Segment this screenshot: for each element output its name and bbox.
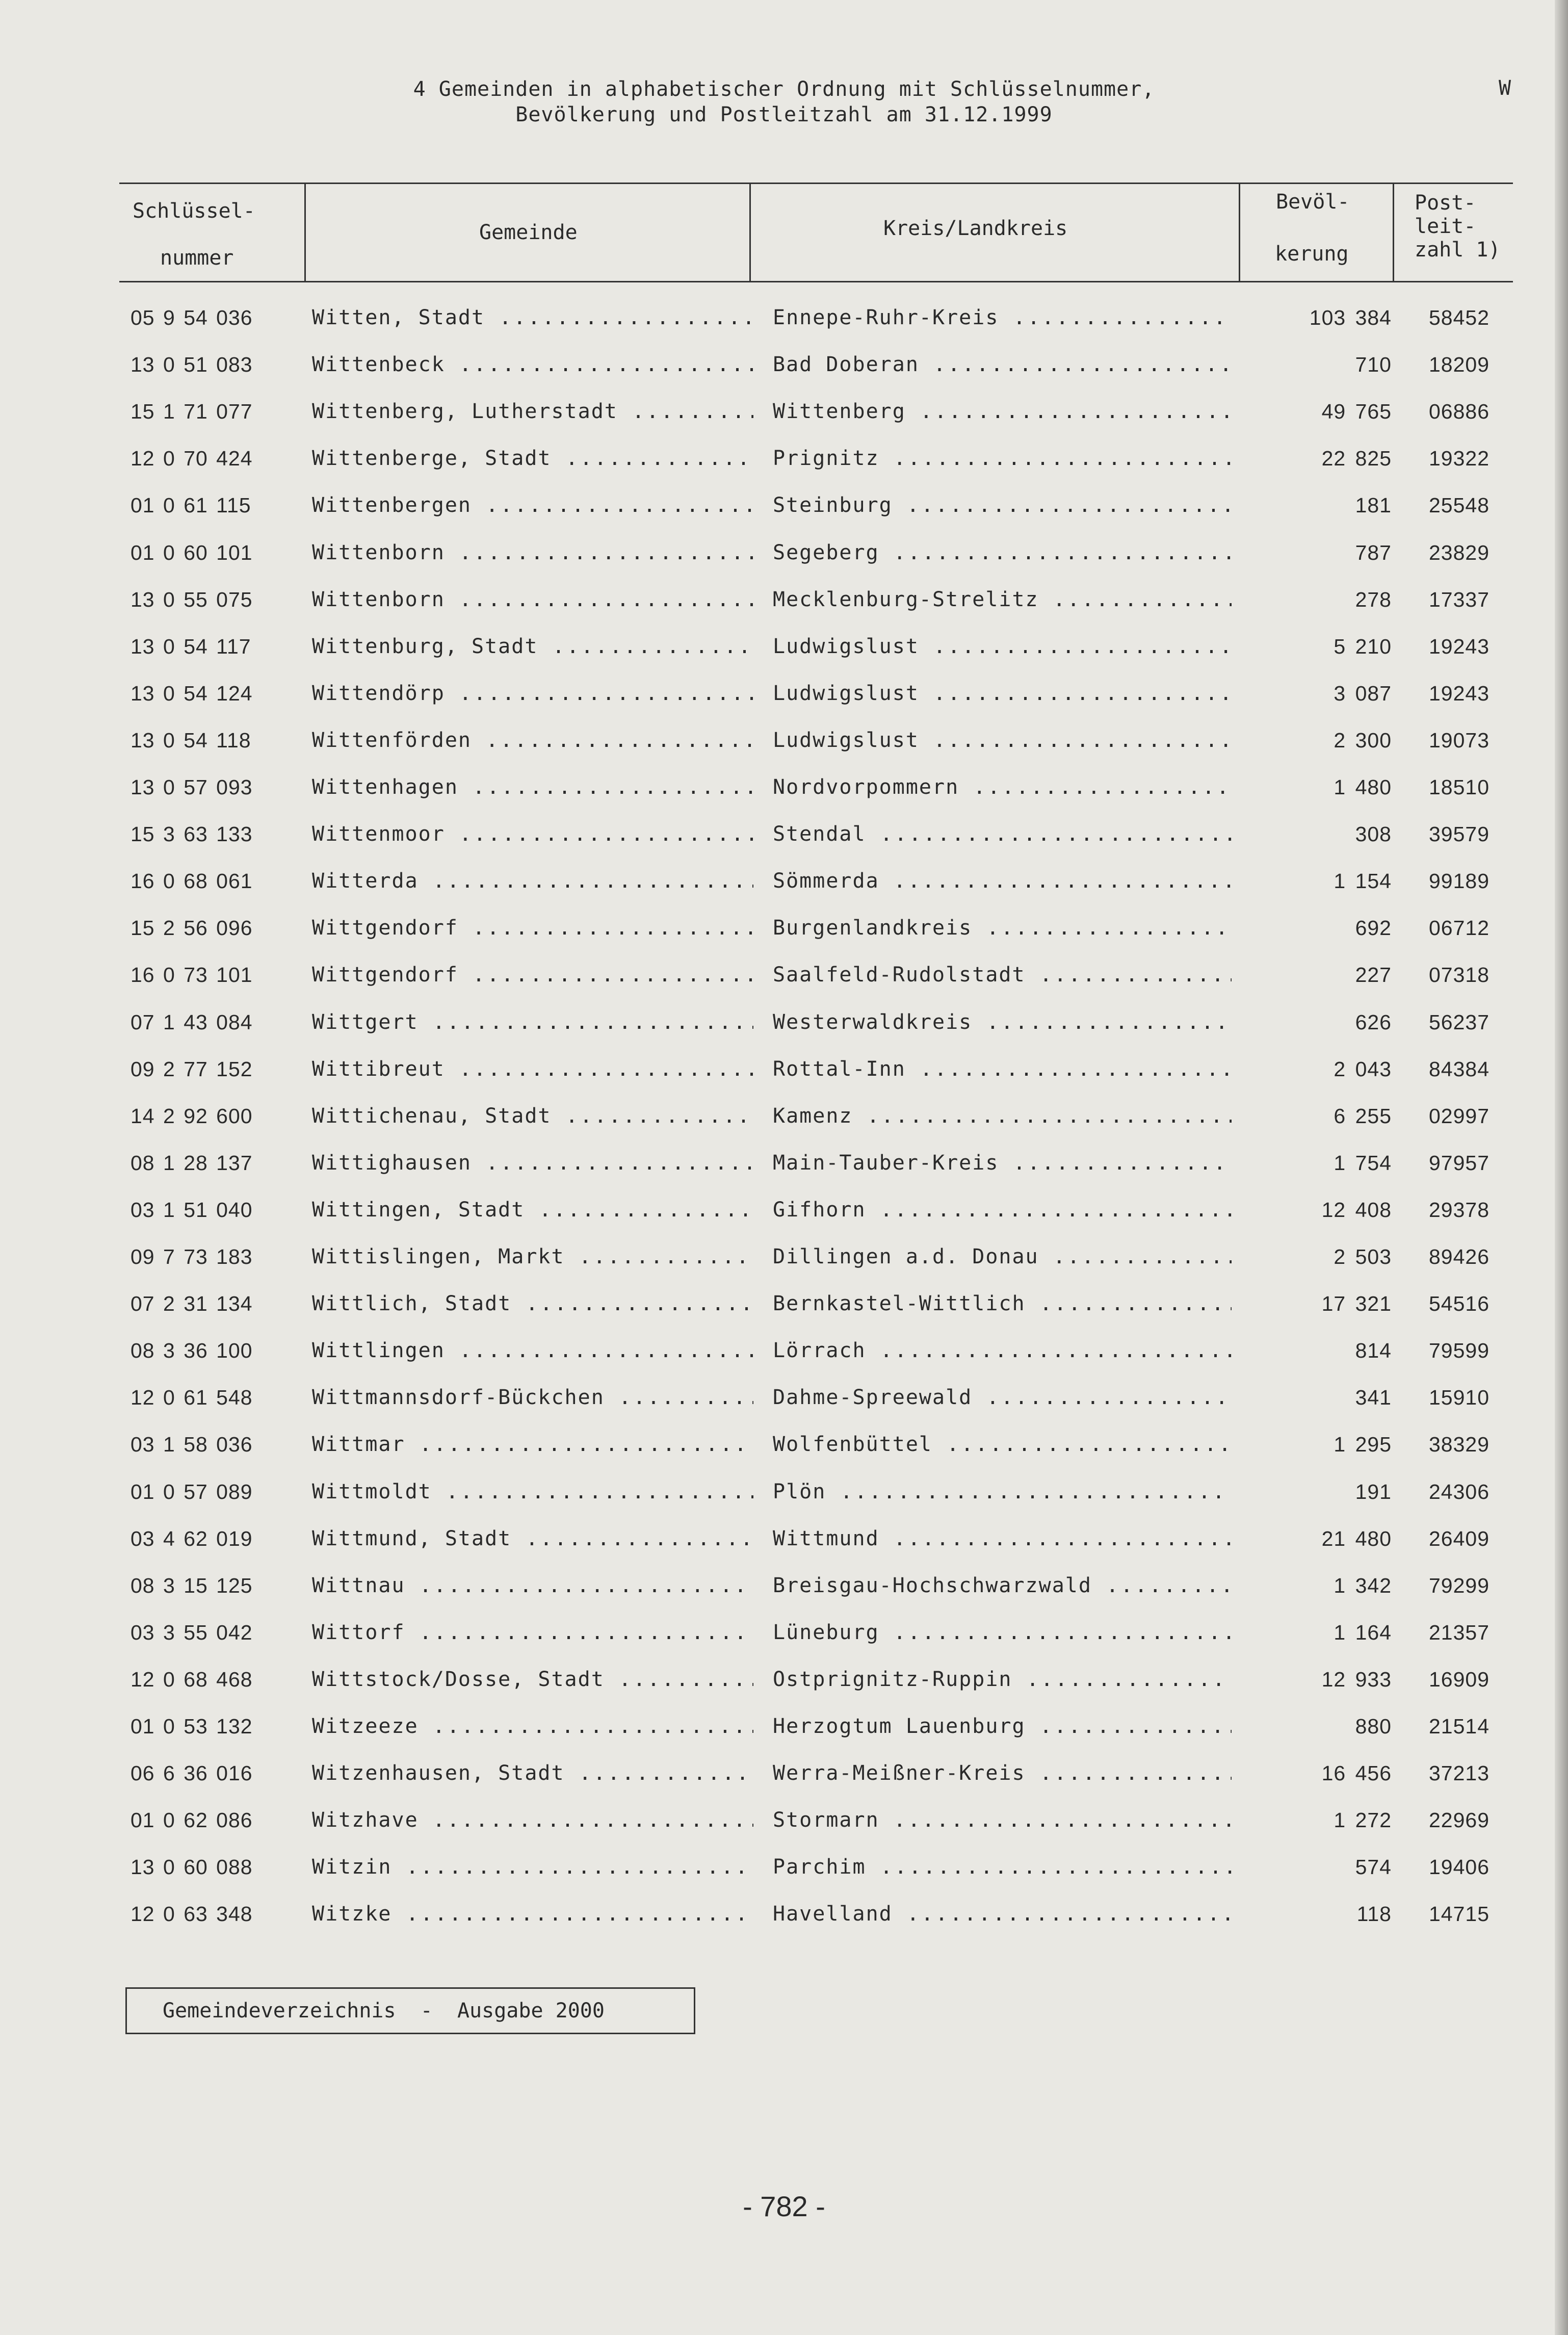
row-key: 08 3 15 125 — [130, 1573, 253, 1597]
row-gemeinde: Wittorf ..... — [312, 1621, 753, 1644]
row-kreis: Kamenz ..... — [773, 1104, 1232, 1128]
row-key: 13 0 60 088 — [130, 1855, 253, 1879]
row-postcode: 15910 — [1428, 1386, 1489, 1410]
row-population: 710 — [1355, 353, 1392, 377]
row-postcode: 29378 — [1428, 1198, 1489, 1222]
row-kreis: Saalfeld-Rudolstadt ..... — [773, 963, 1232, 987]
row-key: 09 7 73 183 — [130, 1245, 253, 1268]
table-row — [0, 400, 1568, 447]
section-letter: W — [1499, 76, 1511, 100]
row-gemeinde: Wittighausen ..... — [312, 1151, 753, 1175]
table-row — [0, 353, 1568, 400]
row-postcode: 07318 — [1428, 963, 1489, 987]
row-population: 49 765 — [1321, 400, 1392, 424]
row-postcode: 06712 — [1428, 916, 1489, 940]
row-postcode: 19073 — [1428, 728, 1489, 752]
row-key: 12 0 68 468 — [130, 1667, 253, 1691]
row-population: 341 — [1355, 1386, 1392, 1410]
row-postcode: 79599 — [1428, 1339, 1489, 1363]
row-postcode: 18510 — [1428, 775, 1489, 799]
header-population — [1240, 184, 1394, 281]
table-row — [0, 1668, 1568, 1715]
table-row — [0, 494, 1568, 540]
row-gemeinde: Wittmund, Stadt ..... — [312, 1527, 753, 1550]
table-row — [0, 1808, 1568, 1855]
table-row — [0, 1621, 1568, 1668]
header-plz-line1: Post- — [1415, 191, 1476, 215]
table-row — [0, 1855, 1568, 1902]
row-key: 01 0 62 086 — [130, 1808, 253, 1832]
row-gemeinde: Wittgert ..... — [312, 1010, 753, 1034]
table-row — [0, 1480, 1568, 1527]
row-key: 13 0 54 117 — [130, 634, 251, 658]
row-key: 15 2 56 096 — [130, 916, 253, 940]
row-population: 3 087 — [1334, 681, 1392, 705]
row-gemeinde: Wittenmoor ..... — [312, 822, 753, 846]
row-population: 1 154 — [1334, 869, 1392, 893]
row-key: 06 6 36 016 — [130, 1761, 253, 1785]
row-postcode: 22969 — [1428, 1808, 1489, 1832]
row-gemeinde: Wittenborn ..... — [312, 541, 753, 564]
row-key: 07 1 43 084 — [130, 1010, 253, 1034]
row-postcode: 84384 — [1428, 1057, 1489, 1081]
row-kreis: Wittenberg ..... — [773, 400, 1232, 423]
row-postcode: 16909 — [1428, 1667, 1489, 1691]
table-row — [0, 729, 1568, 775]
header-key-line1: Schlüssel- — [133, 199, 255, 223]
row-postcode: 02997 — [1428, 1104, 1489, 1128]
row-gemeinde: Wittgendorf ..... — [312, 916, 753, 940]
row-key: 08 1 28 137 — [130, 1151, 253, 1175]
row-key: 16 0 68 061 — [130, 869, 253, 893]
row-postcode: 97957 — [1428, 1151, 1489, 1175]
row-key: 03 3 55 042 — [130, 1620, 253, 1644]
row-key: 15 3 63 133 — [130, 822, 253, 846]
row-kreis: Ennepe-Ruhr-Kreis ..... — [773, 306, 1232, 329]
row-key: 16 0 73 101 — [130, 963, 253, 987]
row-key: 12 0 63 348 — [130, 1902, 253, 1926]
row-gemeinde: Wittmoldt ..... — [312, 1480, 753, 1503]
row-population: 1 295 — [1334, 1433, 1392, 1457]
table-row — [0, 1292, 1568, 1339]
row-kreis: Herzogtum Lauenburg ..... — [773, 1715, 1232, 1738]
row-kreis: Westerwaldkreis ..... — [773, 1010, 1232, 1034]
table-row — [0, 588, 1568, 635]
row-key: 03 1 58 036 — [130, 1433, 253, 1457]
row-gemeinde: Wittibreut ..... — [312, 1057, 753, 1081]
row-gemeinde: Wittingen, Stadt ..... — [312, 1198, 753, 1222]
row-gemeinde: Witzin ..... — [312, 1855, 753, 1879]
row-key: 13 0 54 118 — [130, 728, 251, 752]
table-row — [0, 1057, 1568, 1104]
publication-box: Gemeindeverzeichnis - Ausgabe 2000 — [125, 1987, 695, 2034]
row-population: 2 503 — [1334, 1245, 1392, 1268]
row-kreis: Bad Doberan ..... — [773, 353, 1232, 376]
row-gemeinde: Wittenförden ..... — [312, 729, 753, 752]
row-key: 15 1 71 077 — [130, 400, 253, 424]
table-row — [0, 963, 1568, 1010]
row-population: 1 342 — [1334, 1573, 1392, 1597]
row-population: 787 — [1355, 540, 1392, 564]
table-row — [0, 1151, 1568, 1198]
heading-line-2: Bevölkerung und Postleitzahl am 31.12.1999 — [515, 103, 1053, 126]
row-kreis: Dillingen a.d. Donau ..... — [773, 1245, 1232, 1268]
table-row — [0, 682, 1568, 729]
row-postcode: 99189 — [1428, 869, 1489, 893]
row-kreis: Ostprignitz-Ruppin ..... — [773, 1668, 1232, 1691]
row-kreis: Segeberg ..... — [773, 541, 1232, 564]
table-row — [0, 1339, 1568, 1386]
row-postcode: 54516 — [1428, 1292, 1489, 1316]
row-gemeinde: Wittmannsdorf-Bückchen ..... — [312, 1386, 753, 1409]
row-population: 626 — [1355, 1010, 1392, 1034]
row-postcode: 58452 — [1428, 306, 1489, 329]
row-postcode: 19406 — [1428, 1855, 1489, 1879]
row-postcode: 25548 — [1428, 494, 1489, 517]
table-row — [0, 1574, 1568, 1621]
row-postcode: 21357 — [1428, 1620, 1489, 1644]
row-postcode: 56237 — [1428, 1010, 1489, 1034]
row-population: 17 321 — [1321, 1292, 1392, 1316]
row-key: 03 1 51 040 — [130, 1198, 253, 1222]
table-row — [0, 916, 1568, 963]
row-population: 191 — [1355, 1480, 1392, 1503]
row-postcode: 26409 — [1428, 1526, 1489, 1550]
header-kreis — [751, 184, 1240, 281]
row-gemeinde: Wittenhagen ..... — [312, 775, 753, 799]
row-key: 14 2 92 600 — [130, 1104, 253, 1128]
row-kreis: Wolfenbüttel ..... — [773, 1433, 1232, 1456]
row-gemeinde: Wittenbeck ..... — [312, 353, 753, 376]
row-population: 2 043 — [1334, 1057, 1392, 1081]
row-kreis: Ludwigslust ..... — [773, 729, 1232, 752]
row-kreis: Dahme-Spreewald ..... — [773, 1386, 1232, 1409]
row-key: 01 0 60 101 — [130, 540, 253, 564]
row-kreis: Main-Tauber-Kreis ..... — [773, 1151, 1232, 1175]
row-gemeinde: Wittendörp ..... — [312, 682, 753, 705]
row-postcode: 19243 — [1428, 681, 1489, 705]
row-gemeinde: Wittlingen ..... — [312, 1339, 753, 1362]
table-row — [0, 635, 1568, 682]
row-kreis: Sömmerda ..... — [773, 869, 1232, 893]
row-kreis: Wittmund ..... — [773, 1527, 1232, 1550]
table-row — [0, 1902, 1568, 1949]
row-kreis: Stormarn ..... — [773, 1808, 1232, 1832]
row-postcode: 79299 — [1428, 1573, 1489, 1597]
row-kreis: Nordvorpommern ..... — [773, 775, 1232, 799]
row-kreis: Havelland ..... — [773, 1902, 1232, 1926]
row-gemeinde: Wittenberg, Lutherstadt ..... — [312, 400, 753, 423]
row-kreis: Bernkastel-Wittlich ..... — [773, 1292, 1232, 1315]
row-key: 13 0 51 083 — [130, 353, 253, 377]
table-row — [0, 869, 1568, 916]
row-key: 13 0 55 075 — [130, 587, 253, 611]
row-gemeinde: Wittenburg, Stadt ..... — [312, 635, 753, 658]
header-pop-line2: kerung — [1275, 242, 1349, 266]
row-gemeinde: Wittmar ..... — [312, 1433, 753, 1456]
row-population: 308 — [1355, 822, 1392, 846]
row-kreis: Lörrach ..... — [773, 1339, 1232, 1362]
header-plz-line2: leit- — [1415, 215, 1476, 238]
row-population: 21 480 — [1321, 1526, 1392, 1550]
table-header — [119, 183, 1513, 282]
table-row — [0, 541, 1568, 588]
header-kreis-label: Kreis/Landkreis — [883, 217, 1068, 240]
table-row — [0, 1198, 1568, 1245]
row-key: 07 2 31 134 — [130, 1292, 253, 1316]
row-population: 278 — [1355, 587, 1392, 611]
row-postcode: 24306 — [1428, 1480, 1489, 1503]
row-population: 181 — [1355, 494, 1392, 517]
header-gemeinde-label: Gemeinde — [479, 221, 578, 244]
row-gemeinde: Witten, Stadt ..... — [312, 306, 753, 329]
table-row — [0, 1010, 1568, 1057]
header-gemeinde — [306, 184, 751, 281]
row-population: 1 754 — [1334, 1151, 1392, 1175]
header-plz-line3: zahl 1) — [1415, 238, 1501, 262]
row-population: 5 210 — [1334, 634, 1392, 658]
header-pop-line1: Bevöl- — [1276, 190, 1350, 214]
row-gemeinde: Wittstock/Dosse, Stadt ..... — [312, 1668, 753, 1691]
row-kreis: Prignitz ..... — [773, 447, 1232, 470]
row-population: 1 480 — [1334, 775, 1392, 799]
row-postcode: 39579 — [1428, 822, 1489, 846]
row-population: 6 255 — [1334, 1104, 1392, 1128]
table-row — [0, 1527, 1568, 1574]
row-kreis: Mecklenburg-Strelitz ..... — [773, 588, 1232, 611]
row-postcode: 17337 — [1428, 587, 1489, 611]
heading-line-1: 4 Gemeinden in alphabetischer Ordnung mit Schlüsselnummer, — [413, 77, 1155, 101]
row-postcode: 18209 — [1428, 353, 1489, 377]
table-row — [0, 306, 1568, 353]
row-key: 05 9 54 036 — [130, 306, 253, 329]
row-population: 814 — [1355, 1339, 1392, 1363]
row-kreis: Burgenlandkreis ..... — [773, 916, 1232, 940]
row-key: 12 0 61 548 — [130, 1386, 253, 1410]
row-population: 2 300 — [1334, 728, 1392, 752]
row-gemeinde: Wittichenau, Stadt ..... — [312, 1104, 753, 1128]
row-gemeinde: Witzke ..... — [312, 1902, 753, 1926]
row-population: 880 — [1355, 1715, 1392, 1738]
row-key: 13 0 54 124 — [130, 681, 253, 705]
table-row — [0, 1433, 1568, 1480]
page-heading — [0, 76, 1568, 127]
table-row — [0, 1386, 1568, 1433]
page-number: - 782 - — [743, 2190, 825, 2222]
row-key: 03 4 62 019 — [130, 1526, 253, 1550]
row-postcode: 19243 — [1428, 634, 1489, 658]
row-postcode: 21514 — [1428, 1715, 1489, 1738]
row-key: 12 0 70 424 — [130, 447, 253, 471]
row-population: 1 272 — [1334, 1808, 1392, 1832]
row-population: 16 456 — [1321, 1761, 1392, 1785]
row-gemeinde: Wittenberge, Stadt ..... — [312, 447, 753, 470]
table-row — [0, 1245, 1568, 1292]
row-postcode: 89426 — [1428, 1245, 1489, 1268]
header-plz — [1394, 184, 1513, 281]
row-gemeinde: Wittnau ..... — [312, 1574, 753, 1597]
table-row — [0, 775, 1568, 822]
row-population: 1 164 — [1334, 1620, 1392, 1644]
row-postcode: 14715 — [1428, 1902, 1489, 1926]
row-postcode: 38329 — [1428, 1433, 1489, 1457]
row-kreis: Parchim ..... — [773, 1855, 1232, 1879]
row-kreis: Lüneburg ..... — [773, 1621, 1232, 1644]
row-kreis: Ludwigslust ..... — [773, 682, 1232, 705]
row-kreis: Ludwigslust ..... — [773, 635, 1232, 658]
row-key: 01 0 57 089 — [130, 1480, 253, 1503]
row-kreis: Gifhorn ..... — [773, 1198, 1232, 1222]
row-gemeinde: Wittenbergen ..... — [312, 494, 753, 517]
row-kreis: Breisgau-Hochschwarzwald ..... — [773, 1574, 1232, 1597]
row-gemeinde: Wittenborn ..... — [312, 588, 753, 611]
table-row — [0, 1104, 1568, 1151]
row-gemeinde: Wittgendorf ..... — [312, 963, 753, 987]
row-population: 574 — [1355, 1855, 1392, 1879]
row-kreis: Steinburg ..... — [773, 494, 1232, 517]
row-gemeinde: Witterda ..... — [312, 869, 753, 893]
row-key: 08 3 36 100 — [130, 1339, 253, 1363]
row-key: 01 0 53 132 — [130, 1715, 253, 1738]
row-population: 227 — [1355, 963, 1392, 987]
row-population: 103 384 — [1309, 306, 1392, 329]
row-postcode: 19322 — [1428, 447, 1489, 471]
table-row — [0, 822, 1568, 869]
row-gemeinde: Wittislingen, Markt ..... — [312, 1245, 753, 1268]
header-key — [119, 184, 306, 281]
row-kreis: Plön ..... — [773, 1480, 1232, 1503]
row-population: 118 — [1356, 1902, 1392, 1926]
table-row — [0, 1715, 1568, 1761]
row-key: 01 0 61 115 — [130, 494, 251, 517]
row-postcode: 06886 — [1428, 400, 1489, 424]
row-kreis: Stendal ..... — [773, 822, 1232, 846]
row-kreis: Werra-Meißner-Kreis ..... — [773, 1761, 1232, 1785]
row-kreis: Rottal-Inn ..... — [773, 1057, 1232, 1081]
row-population: 12 408 — [1321, 1198, 1392, 1222]
header-key-line2: nummer — [160, 246, 234, 270]
row-gemeinde: Witzeeze ..... — [312, 1715, 753, 1738]
row-population: 22 825 — [1321, 447, 1392, 471]
row-population: 12 933 — [1321, 1667, 1392, 1691]
row-gemeinde: Witzhave ..... — [312, 1808, 753, 1832]
table-row — [0, 447, 1568, 494]
row-gemeinde: Wittlich, Stadt ..... — [312, 1292, 753, 1315]
row-population: 692 — [1355, 916, 1392, 940]
row-postcode: 37213 — [1428, 1761, 1489, 1785]
row-gemeinde: Witzenhausen, Stadt ..... — [312, 1761, 753, 1785]
table-row — [0, 1761, 1568, 1808]
row-key: 13 0 57 093 — [130, 775, 253, 799]
row-key: 09 2 77 152 — [130, 1057, 253, 1081]
row-postcode: 23829 — [1428, 540, 1489, 564]
